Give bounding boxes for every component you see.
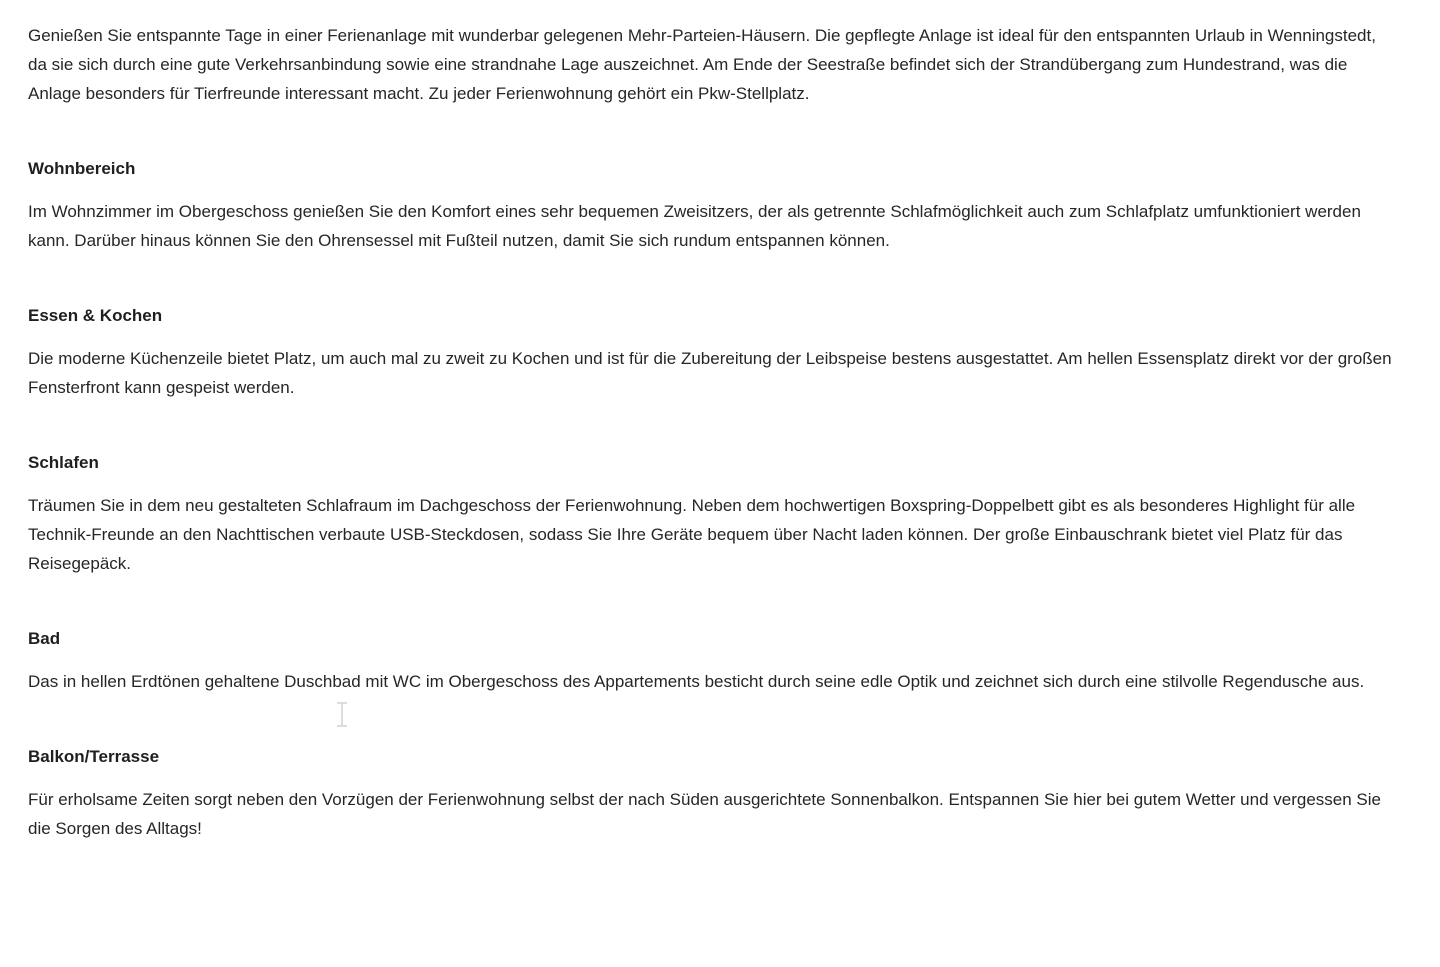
section-schlafen bbox=[28, 448, 1394, 578]
section-heading-wohnbereich: Wohnbereich bbox=[28, 159, 136, 178]
section-paragraph-balkon-terrasse: Für erholsame Zeiten sorgt neben den Vorzügen der Ferienwohnung selbst der nach Süden ausgerichtete Sonnenbalkon. Entspannen Sie hier bei gutem Wetter und vergessen Sie die Sorgen des Alltags! bbox=[28, 790, 1381, 838]
section-heading-balkon-terrasse: Balkon/Terrasse bbox=[28, 747, 160, 766]
section-paragraph-wohnbereich: Im Wohnzimmer im Obergeschoss genießen Sie den Komfort eines sehr bequemen Zweisitzers, der als getrennte Schlafmöglichkeit auch zum Schlafplatz umfunktioniert werden kann. Darüber hinaus können Sie den Ohrensessel mit Fußteil nutzen, damit Sie sich rundum entspannen können. bbox=[28, 202, 1361, 250]
section-heading-schlafen: Schlafen bbox=[28, 453, 99, 472]
section-wohnbereich bbox=[28, 154, 1394, 255]
section-essen-kochen bbox=[28, 301, 1394, 402]
intro-paragraph: Genießen Sie entspannte Tage in einer Ferienanlage mit wunderbar gelegenen Mehr-Parteien-Häusern. Die gepflegte Anlage ist ideal für den entspannten Urlaub in Wenningstedt, da sie sich durch eine gute Verkehrsanbindung sowie eine strandnahe Lage auszeichnet. Am Ende der Seestraße befindet sich der Strandübergang zum Hundestrand, was die Anlage besonders für Tierfreunde interessant macht. Zu jeder Ferienwohnung gehört ein Pkw-Stellplatz. bbox=[28, 26, 1376, 103]
section-paragraph-schlafen: Träumen Sie in dem neu gestalteten Schlafraum im Dachgeschoss der Ferienwohnung. Neben dem hochwertigen Boxspring-Doppelbett gibt es als besonderes Highlight für alle Technik-Freunde an den Nachttischen verbaute USB-Steckdosen, sodass Sie Ihre Geräte bequem über Nacht laden können. Der große Einbauschrank bietet viel Platz für das Reisegepäck. bbox=[28, 496, 1356, 573]
section-bad bbox=[28, 624, 1394, 696]
section-heading-bad: Bad bbox=[28, 629, 61, 648]
section-balkon-terrasse bbox=[28, 742, 1394, 843]
section-paragraph-essen-kochen: Die moderne Küchenzeile bietet Platz, um auch mal zu zweit zu Kochen und ist für die Zubereitung der Leibspeise bestens ausgestattet. Am hellen Essensplatz direkt vor der großen Fensterfront kann gespeist werden. bbox=[28, 349, 1392, 397]
section-heading-essen-kochen: Essen & Kochen bbox=[28, 306, 163, 325]
section-paragraph-bad: Das in hellen Erdtönen gehaltene Duschbad mit WC im Obergeschoss des Appartements besticht durch seine edle Optik und zeichnet sich durch eine stilvolle Regendusche aus. bbox=[28, 672, 1365, 691]
